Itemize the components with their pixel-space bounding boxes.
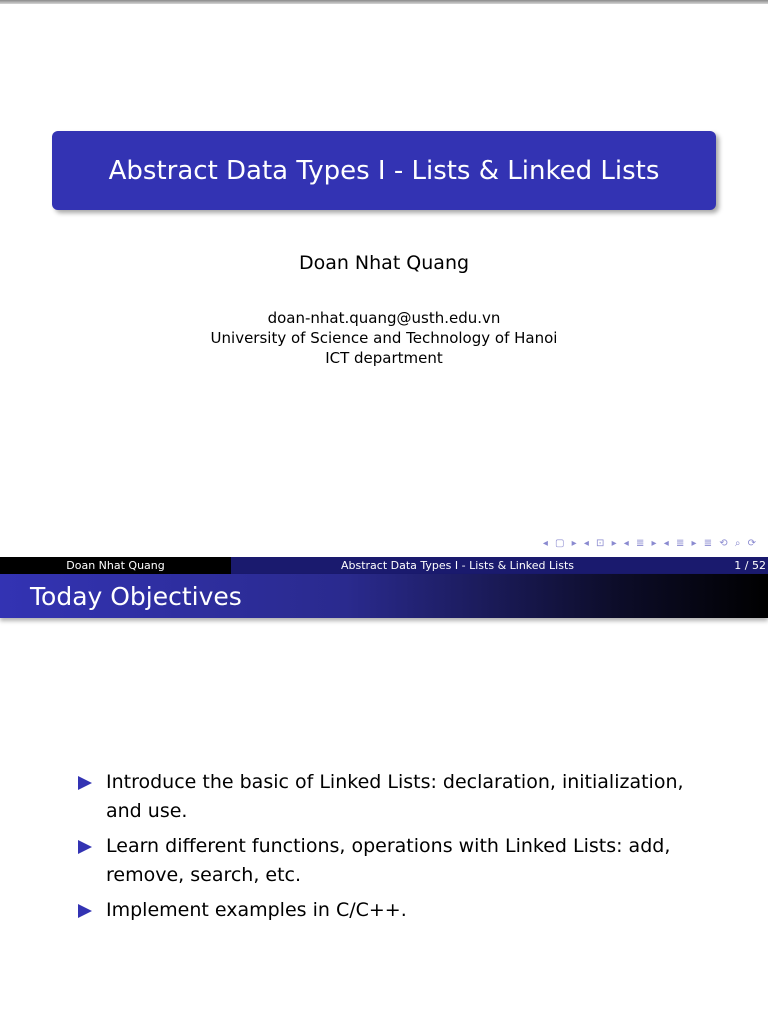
list-item (78, 832, 718, 890)
bullet-text: Learn different functions, operations with Linked Lists: add, remove, search, etc. (106, 835, 671, 886)
author-email: doan-nhat.quang@usth.edu.vn (267, 309, 501, 327)
footer-page-number: 1 / 52 (684, 557, 768, 574)
frame-title-bar (0, 574, 768, 618)
department-name: ICT department (325, 349, 443, 367)
bullet-text: Implement examples in C/C++. (106, 899, 407, 921)
triangle-bullet-icon (78, 776, 92, 790)
page-top-edge (0, 0, 768, 4)
footer-author: Doan Nhat Quang (0, 557, 231, 574)
presentation-title: Abstract Data Types I - Lists & Linked Lists (108, 155, 660, 186)
triangle-bullet-icon (78, 840, 92, 854)
institution-name: University of Science and Technology of Hanoi (210, 329, 558, 347)
frame-title: Today Objectives (30, 581, 242, 611)
bullet-text: Introduce the basic of Linked Lists: declaration, initialization, and use. (106, 771, 684, 822)
objectives-list (78, 768, 718, 931)
institute-block (0, 308, 768, 368)
triangle-bullet-icon (78, 904, 92, 918)
title-block (52, 131, 716, 210)
author-name: Doan Nhat Quang (298, 252, 470, 274)
slide-footer (0, 557, 768, 574)
list-item (78, 896, 718, 925)
beamer-navigation-icons[interactable]: ◂ ▢ ▸ ◂ ⊡ ▸ ◂ ≣ ▸ ◂ ≣ ▸ ≣ ⟲ ⌕ ⟳ (542, 538, 758, 549)
list-item (78, 768, 718, 826)
footer-title: Abstract Data Types I - Lists & Linked Lists (231, 557, 684, 574)
